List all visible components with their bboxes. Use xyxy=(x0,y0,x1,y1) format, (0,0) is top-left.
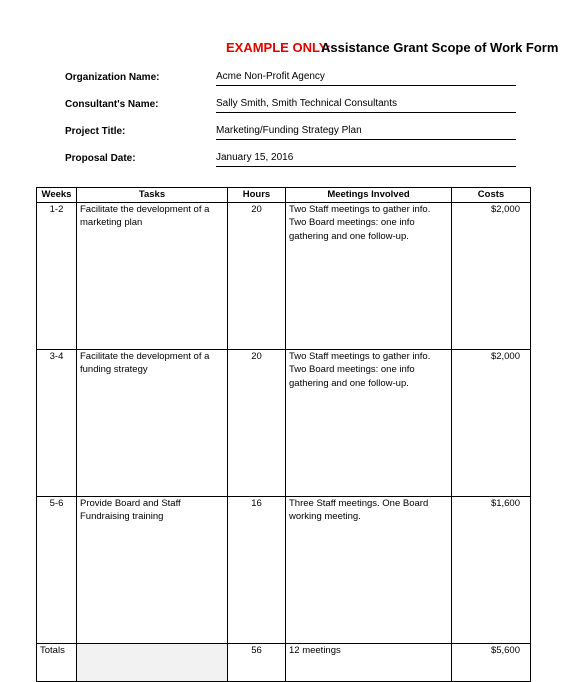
meeting-line: Two Board meetings: one info xyxy=(289,364,415,375)
table-row xyxy=(37,496,531,643)
hours-cell: 20 xyxy=(228,349,286,496)
project-title-value: Marketing/Funding Strategy Plan xyxy=(216,125,516,140)
tasks-cell xyxy=(77,349,228,496)
hours-cell: 20 xyxy=(228,202,286,349)
hours-cell: 16 xyxy=(228,496,286,643)
meeting-line: gathering and one follow-up. xyxy=(289,230,409,242)
weeks-cell: 1-2 xyxy=(37,202,77,349)
meetings-cell xyxy=(286,349,452,496)
organization-name-label: Organization Name: xyxy=(65,72,160,83)
tasks-cell xyxy=(77,496,228,643)
weeks-cell: 3-4 xyxy=(37,349,77,496)
table-row xyxy=(37,202,531,349)
consultant-name-value: Sally Smith, Smith Technical Consultants xyxy=(216,98,516,113)
meeting-line: working meeting. xyxy=(289,511,361,522)
totals-meetings: 12 meetings xyxy=(286,643,452,681)
meetings-cell xyxy=(286,202,452,349)
tasks-cell xyxy=(77,202,228,349)
costs-cell: $2,000 xyxy=(452,202,531,349)
meeting-line: Two Staff meetings to gather info. xyxy=(289,350,431,362)
weeks-cell: 5-6 xyxy=(37,496,77,643)
header-hours: Hours xyxy=(228,188,286,203)
totals-tasks-empty xyxy=(77,643,228,681)
meeting-line: Two Board meetings: one info xyxy=(289,217,415,228)
header-weeks: Weeks xyxy=(37,188,77,203)
costs-cell: $1,600 xyxy=(452,496,531,643)
meetings-cell xyxy=(286,496,452,643)
totals-row xyxy=(37,643,531,681)
table-row xyxy=(37,349,531,496)
task-line: Facilitate the development of a xyxy=(80,203,210,215)
form-title-text: Assistance Grant Scope of Work Form xyxy=(321,40,559,55)
scope-of-work-table xyxy=(36,187,531,682)
totals-label: Totals xyxy=(37,643,77,681)
consultant-name-label: Consultant's Name: xyxy=(65,99,159,110)
header-meetings: Meetings Involved xyxy=(286,188,452,203)
header-tasks: Tasks xyxy=(77,188,228,203)
meeting-line: Two Staff meetings to gather info. xyxy=(289,203,431,215)
task-line: marketing plan xyxy=(80,217,143,228)
task-line: Provide Board and Staff xyxy=(80,497,181,509)
costs-cell: $2,000 xyxy=(452,349,531,496)
meeting-line: Three Staff meetings. One Board xyxy=(289,497,429,509)
task-line: Fundraising training xyxy=(80,511,164,522)
proposal-date-label: Proposal Date: xyxy=(65,153,136,164)
task-line: Facilitate the development of a xyxy=(80,350,210,362)
meeting-line: gathering and one follow-up. xyxy=(289,377,409,389)
project-title-label: Project Title: xyxy=(65,126,126,137)
example-only-label: EXAMPLE ONLY: xyxy=(226,40,331,55)
task-line: funding strategy xyxy=(80,364,148,375)
proposal-date-value: January 15, 2016 xyxy=(216,152,516,167)
table-header-row xyxy=(37,188,531,203)
totals-hours: 56 xyxy=(228,643,286,681)
totals-costs: $5,600 xyxy=(452,643,531,681)
organization-name-value: Acme Non-Profit Agency xyxy=(216,71,516,86)
header-costs: Costs xyxy=(452,188,531,203)
